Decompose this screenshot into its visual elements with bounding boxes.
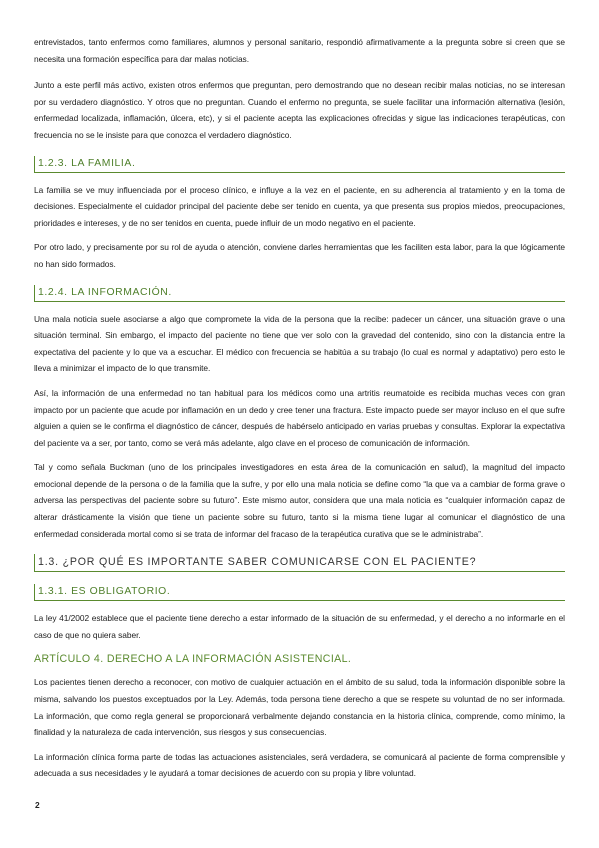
paragraph: entrevistados, tanto enfermos como familiares, alumnos y personal sanitario, respondió afirmativamente a la pregunta sobre si creen que se necesita una formación específica para dar malas noticias. bbox=[34, 37, 565, 64]
chapter-heading: 1.3. ¿POR QUÉ ES IMPORTANTE SABER COMUNICARSE CON EL PACIENTE? bbox=[34, 554, 565, 572]
paragraph: Una mala noticia suele asociarse a algo que compromete la vida de la persona que la recibe: padecer un cáncer, una situación grave o una situación terminal. Sin embargo, el impacto del paciente no tiene que ver solo con la gravedad del contenido, sino con la distancia entre la expectativa del paciente y lo que va a escuchar. El médico con frecuencia se habitúa a su trabajo (lo cual es normal y adaptativo) pero esto le lleva a minimizar el impacto de lo que transmite. bbox=[34, 313, 565, 374]
paragraph: Los pacientes tienen derecho a reconocer, con motivo de cualquier actuación en el ámbito de su salud, toda la información disponible sobre la misma, salvando los puestos exceptuados por la Ley. Además, toda persona tiene derecho a que se respete su voluntad de no ser informada. La información, que como regla general se proporcionará verbalmente dejando constancia en la historia clínica, comprende, como mínimo, la finalidad y la naturaleza de cada intervención, sus riesgos y sus consecuencias. bbox=[34, 677, 565, 738]
page-number: 2 bbox=[35, 800, 40, 810]
paragraph: Por otro lado, y precisamente por su rol de ayuda o atención, conviene darles herramientas que les faciliten esta labor, para la que lógicamente no han sido formados. bbox=[34, 242, 565, 269]
section-heading: 1.3.1. ES OBLIGATORIO. bbox=[34, 584, 565, 601]
section-heading: 1.2.4. LA INFORMACIÓN. bbox=[34, 285, 565, 302]
paragraph: Tal y como señala Buckman (uno de los principales investigadores en esta área de la comunicación en salud), la magnitud del impacto emocional depende de la persona o de la familia que la sufre, y por ello una mala noticia se define como “la que va a cambiar de forma grave o adversa las perspectivas del paciente sobre su futuro”. Este mismo autor, considera que una mala noticia es “cualquier información capaz de alterar drásticamente la visión que tiene un paciente sobre su futuro, tanto si la misma tiene lugar al comunicar el diagnóstico de una enfermedad considerada mortal como si se trata de informar del fracaso de la terapéutica curativa que se le administraba”. bbox=[34, 462, 565, 539]
paragraph: La ley 41/2002 establece que el paciente tiene derecho a estar informado de la situación de su enfermedad, y el derecho a no informarle en el caso de que no quiera saber. bbox=[34, 613, 565, 640]
section-heading: 1.2.3. LA FAMILIA. bbox=[34, 156, 565, 173]
paragraph: Así, la información de una enfermedad no tan habitual para los médicos como una artritis reumatoide es recibida muchas veces con gran impacto por un paciente que acude por inflamación en un dedo y cree tener una fractura. Este impacto puede ser mayor incluso en el que sufre alguien a quien se le confirma el diagnóstico de cáncer, después de habérselo anticipado en varias pruebas y consultas. Explorar la expectativa del paciente va a ser, por tanto, como se verá más adelante, algo clave en el proceso de comunicación de información. bbox=[34, 387, 565, 448]
paragraph: Junto a este perfil más activo, existen otros enfermos que preguntan, pero demostrando que no desean recibir malas noticias, no se interesan por su verdadero diagnóstico. Y otros que no preguntan. Cuando el enfermo no pregunta, se suele facilitar una información alternativa (lesión, enfermedad localizada, inflamación, úlcera, etc), y si el paciente acepta las explicaciones ofrecidas y sigue las indicaciones terapéuticas, con frecuencia no se le insiste para que conozca el verdadero diagnóstico. bbox=[34, 80, 565, 140]
paragraph: La familia se ve muy influenciada por el proceso clínico, e influye a la vez en el paciente, en su adherencia al tratamiento y en la toma de decisiones. Especialmente el cuidador principal del paciente debe ser tenido en cuenta, ya que presenta sus propios miedos, preocupaciones, prioridades e intereses, y de no ser tenidos en cuenta, puede influir de un modo negativo en el paciente. bbox=[34, 184, 565, 228]
article-heading: ARTÍCULO 4. DERECHO A LA INFORMACIÓN ASISTENCIAL. bbox=[34, 653, 352, 666]
document-page bbox=[34, 34, 565, 782]
paragraph: La información clínica forma parte de todas las actuaciones asistenciales, será verdadera, se comunicará al paciente de forma comprensible y adecuada a sus necesidades y le ayudará a tomar decisiones de acuerdo con su propia y libre voluntad. bbox=[34, 751, 565, 779]
